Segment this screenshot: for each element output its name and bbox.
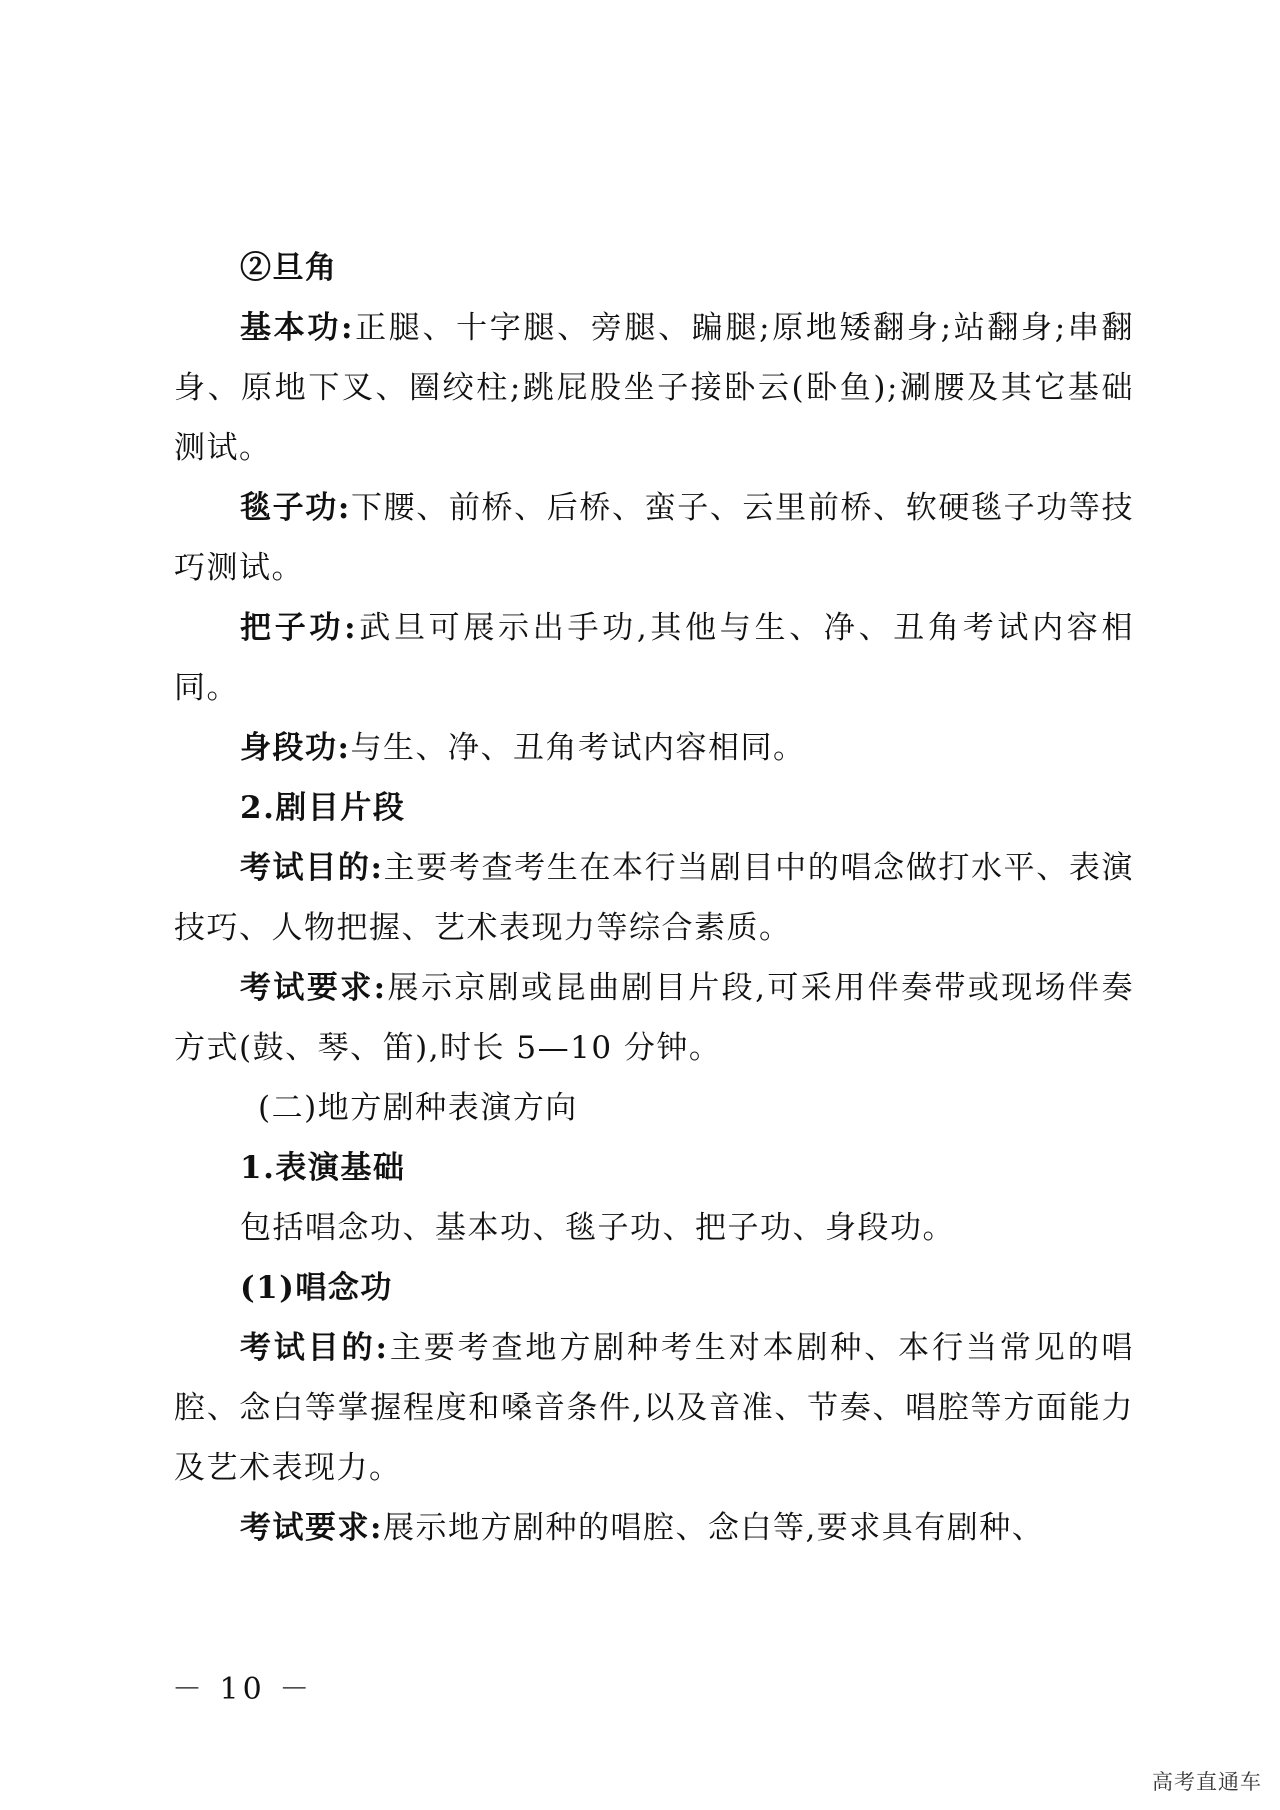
paragraph-shenduangong — [174, 718, 1134, 778]
text-tanzigong: 下腰、前桥、后桥、蛮子、云里前桥、软硬毯子功等技巧测试。 — [174, 490, 1134, 586]
paragraph-includes: 包括唱念功、基本功、毯子功、把子功、身段功。 — [240, 1210, 955, 1246]
changniangong-heading: (1)唱念功 — [240, 1270, 393, 1306]
paragraph-exam-requirement-2 — [174, 1498, 1134, 1558]
text-exam-purpose-2: 主要考查地方剧种考生对本剧种、本行当常见的唱腔、念白等掌握程度和嗓音条件,以及音准、节奏、唱腔等方面能力及艺术表现力。 — [174, 1330, 1134, 1486]
label-exam-purpose-2: 考试目的: — [240, 1330, 389, 1366]
text-bazigong: 武旦可展示出手功,其他与生、净、丑角考试内容相同。 — [174, 610, 1134, 706]
label-shenduangong: 身段功: — [240, 730, 351, 766]
label-exam-requirement-1: 考试要求: — [240, 970, 387, 1006]
text-exam-requirement-2: 展示地方剧种的唱腔、念白等,要求具有剧种、 — [382, 1510, 1045, 1546]
dan-role-heading: ②旦角 — [240, 250, 338, 286]
paragraph-tanzigong — [174, 478, 1134, 598]
text-exam-purpose-1: 主要考查考生在本行当剧目中的唱念做打水平、表演技巧、人物把握、艺术表现力等综合素质。 — [174, 850, 1134, 946]
paragraph-exam-requirement-1 — [174, 958, 1134, 1078]
section-1-heading: 1.表演基础 — [240, 1150, 406, 1186]
subsection-heading: (二)地方剧种表演方向 — [258, 1090, 578, 1126]
label-exam-purpose-1: 考试目的: — [240, 850, 384, 886]
text-exam-requirement-1: 展示京剧或昆曲剧目片段,可采用伴奏带或现场伴奏方式(鼓、琴、笛),时长 5—10 分钟。 — [174, 970, 1134, 1066]
label-jibengong: 基本功: — [240, 310, 354, 346]
text-shenduangong: 与生、净、丑角考试内容相同。 — [350, 730, 806, 766]
text-jibengong: 正腿、十字腿、旁腿、蹁腿;原地矮翻身;站翻身;串翻身、原地下叉、圈绞柱;跳屁股坐子接卧云(卧鱼);涮腰及其它基础测试。 — [174, 310, 1134, 466]
label-tanzigong: 毯子功: — [240, 490, 351, 526]
label-exam-requirement-2: 考试要求: — [240, 1510, 383, 1546]
section-2-heading: 2.剧目片段 — [240, 790, 406, 826]
paragraph-bazigong — [174, 598, 1134, 718]
document-body — [174, 238, 1134, 1558]
watermark: 高考直通车 — [1152, 1770, 1262, 1794]
paragraph-exam-purpose-2 — [174, 1318, 1134, 1498]
paragraph-exam-purpose-1 — [174, 838, 1134, 958]
paragraph-jibengong — [174, 298, 1134, 478]
page-number: － 10 － — [172, 1672, 314, 1707]
label-bazigong: 把子功: — [240, 610, 358, 646]
